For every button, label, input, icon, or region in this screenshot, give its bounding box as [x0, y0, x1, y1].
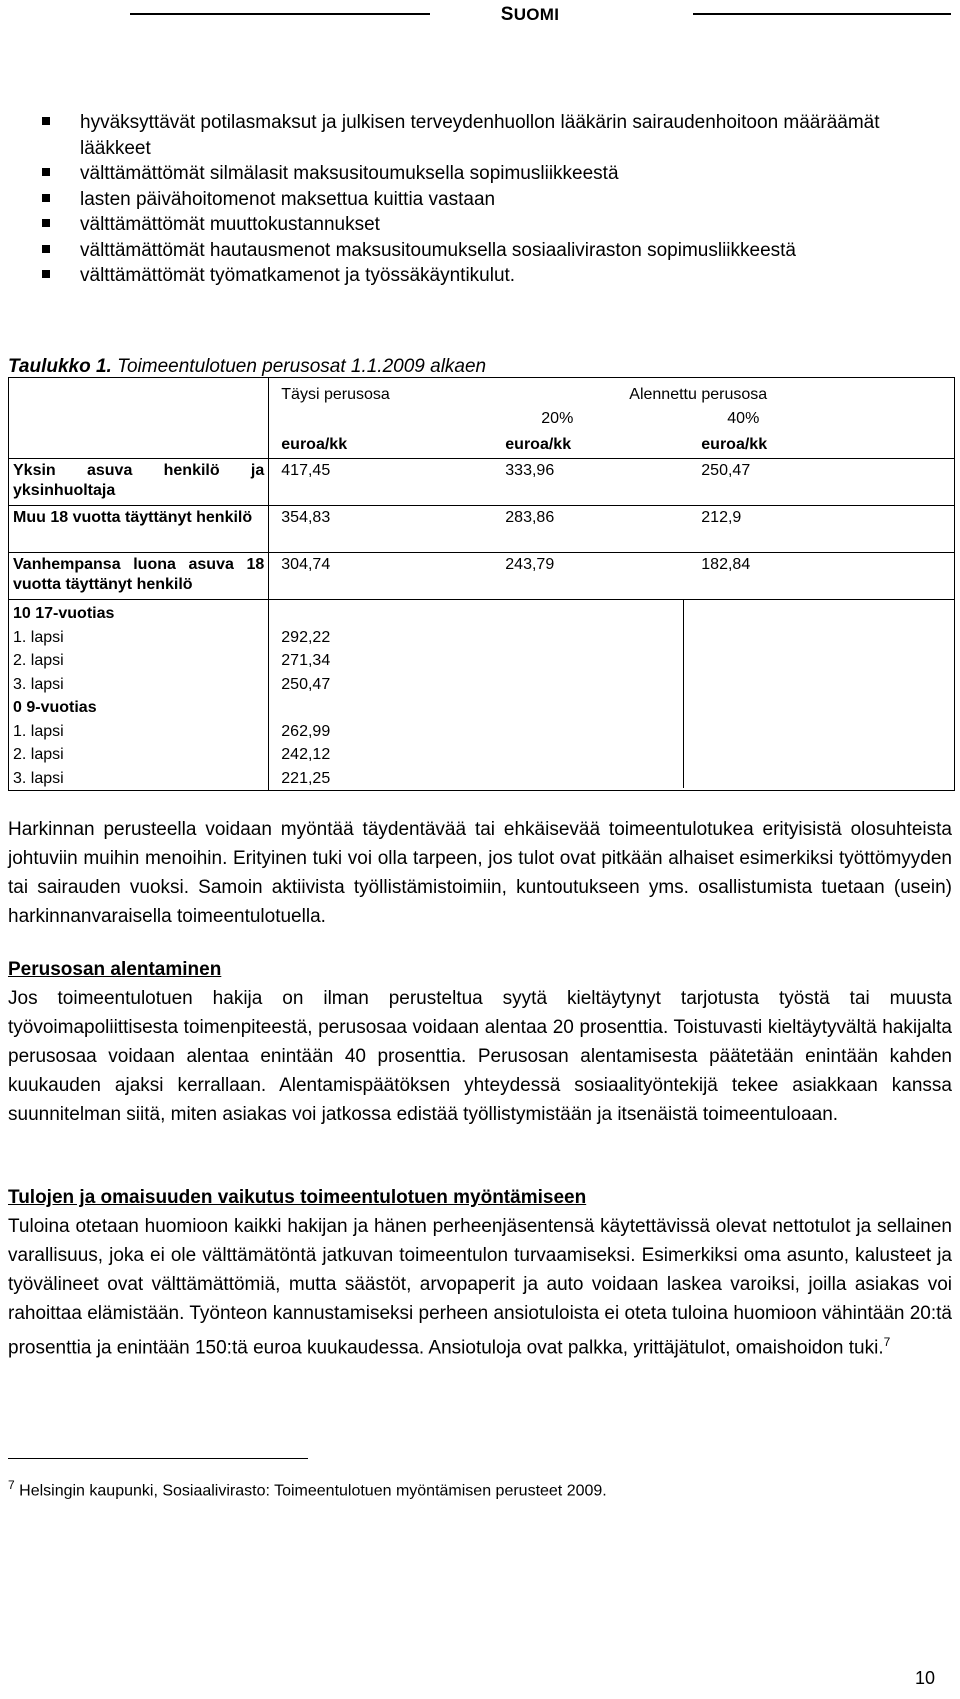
square-bullet-icon: [42, 270, 50, 278]
square-bullet-icon: [42, 168, 50, 176]
basic-amount-table: [8, 377, 955, 791]
row-label: Muu 18 vuotta täyttänyt henkilö: [13, 509, 253, 526]
child-value: 250,47: [281, 675, 331, 693]
list-item: välttämättömät silmälasit maksusitoumuksella sopimusliikkeestä: [40, 161, 940, 187]
section-heading: Perusosan alentaminen: [8, 959, 222, 980]
list-item: välttämättömät hautausmenot maksusitoumuksella sosiaaliviraston sopimusliikkeestä: [40, 238, 940, 264]
header-title: SUOMI: [500, 4, 560, 25]
square-bullet-icon: [42, 219, 50, 227]
list-item: lasten päivähoitomenot maksettua kuittia vastaan: [40, 187, 940, 213]
table-caption: Taulukko 1. Toimeentulotuen perusosat 1.1.2009 alkaen: [8, 356, 487, 377]
square-bullet-icon: [42, 194, 50, 202]
child-value: 271,34: [281, 652, 331, 669]
value-full: 304,74: [281, 556, 331, 573]
table-row: [9, 553, 955, 600]
child-label: 1. lapsi: [13, 628, 64, 646]
value-full: 417,45: [281, 462, 331, 479]
section-heading: Tulojen ja omaisuuden vaikutus toimeentulotuen myöntämiseen: [8, 1187, 587, 1208]
group-title: 10 17-vuotias: [13, 605, 115, 622]
value-40: 212,9: [701, 509, 742, 526]
value-20: 333,96: [505, 462, 555, 479]
reduced-amount-header: Alennettu perusosa: [629, 386, 768, 403]
footnote-ref: 7: [883, 1335, 891, 1349]
unit-full: euroa/kk: [281, 436, 348, 453]
square-bullet-icon: [42, 245, 50, 253]
child-label: 3. lapsi: [13, 769, 64, 787]
square-bullet-icon: [42, 117, 50, 125]
unit-20: euroa/kk: [505, 436, 572, 453]
value-full: 354,83: [281, 509, 331, 526]
child-value: 242,12: [281, 746, 331, 763]
table-header-row: [9, 378, 955, 459]
column-divider: [683, 600, 684, 788]
child-value: 221,25: [281, 769, 331, 787]
group-title: 0 9-vuotias: [13, 699, 97, 716]
empty-header-cell: [9, 378, 269, 459]
value-40: 250,47: [701, 462, 751, 479]
value-20: 283,86: [505, 509, 555, 526]
value-20: 243,79: [505, 556, 555, 573]
page-number: 10: [915, 1668, 936, 1688]
table-row-children: [9, 600, 955, 791]
footnote: $^7$ Helsingin kaupunki, Sosiaalivirasto: Toimeentulotuen myöntämisen perusteet 2009.: [8, 1478, 607, 1500]
child-label: 2. lapsi: [13, 652, 64, 669]
footnote-rule: [8, 1458, 308, 1459]
pct40-header: 40%: [727, 410, 760, 427]
row-label: Yksin asuva henkilö ja yksinhuoltaja: [13, 462, 265, 499]
child-label: 1. lapsi: [13, 722, 64, 740]
child-label: 3. lapsi: [13, 675, 64, 693]
section-text: Jos toimeentulotuen hakija on ilman perusteltua syytä kieltäytynyt tarjotusta työstä tai muusta työvoimapoliittisesta toimenpiteestä, perusosaa voidaan alentaa 20 prosenttia. Toistuvasti kieltäytyvältä hakijalta perusosaa voidaan alentaa enintään 40 prosenttia. Perusosan alentamisesta päätetään enintään kahden kuukauden ajaksi kerrallaan. Alentamispäätöksen yhteydessä sosiaalityöntekijä tekee asiakkaan kanssa suunnitelman siitä, miten asiakas voi jatkossa edistää työllistymistään ja itsenäistä toimeentuloaan.: [8, 988, 952, 1125]
expense-bullet-list: [40, 110, 940, 289]
list-item: välttämättömät muuttokustannukset: [40, 212, 940, 238]
table-row: [9, 459, 955, 506]
section-text: Tuloina otetaan huomioon kaikki hakijan ja hänen perheenjäsentensä käytettävissä olevat nettotulot ja sellainen varallisuus, joka ei ole välttämätöntä jatkuvan toimeentulon turvaamiseksi. Esimerkiksi oma asunto, kalusteet ja työvälineet ovat välttämättömiä, mutta säästöt, arvopaperit ja auto voidaan laskea varoiksi, joilla asiakas voi rahoittaa elämistään. Työnteon kannustamiseksi perheen ansiotuloista ei oteta tuloina huomioon vähintään 20:tä prosenttia ja enintään 150:tä euroa kuukaudessa. Ansiotuloja ovat palkka, yrittäjätulot, omaishoidon tuki.: [8, 1216, 952, 1359]
discretionary-paragraph: Harkinnan perusteella voidaan myöntää täydentävää tai ehkäisevää toimeentulotukea erityisistä olosuhteista johtuviin muihin menoihin. Erityinen tuki voi olla tarpeen, jos tulot ovat pitkään alhaiset esimerkiksi työttömyyden tai sairauden vuoksi. Samoin aktiivista työllistämistoimiin, kuntoutukseen yms. osallistumista tuetaan (usein) harkinnanvaraisella toimeentulotuella.: [8, 819, 952, 927]
child-value: 292,22: [281, 628, 331, 646]
list-item: hyväksyttävät potilasmaksut ja julkisen terveydenhuollon lääkärin sairaudenhoitoon määräämät lääkkeet: [40, 110, 940, 161]
child-value: 262,99: [281, 722, 331, 740]
page-header: [0, 0, 960, 30]
table-row: [9, 506, 955, 553]
header-rule-right: [693, 13, 951, 15]
value-40: 182,84: [701, 556, 751, 573]
section-income: [8, 1183, 952, 1362]
header-rule-left: [130, 13, 430, 15]
row-label: Vanhempansa luona asuva 18 vuotta täyttänyt henkilö: [13, 556, 265, 593]
unit-40: euroa/kk: [701, 436, 768, 453]
pct20-header: 20%: [541, 410, 574, 427]
child-label: 2. lapsi: [13, 746, 64, 763]
footnote-number: 7: [8, 1478, 15, 1492]
list-item: välttämättömät työmatkamenot ja työssäkäyntikulut.: [40, 263, 940, 289]
full-amount-header: Täysi perusosa: [281, 386, 390, 403]
section-reduction: [8, 955, 952, 1129]
